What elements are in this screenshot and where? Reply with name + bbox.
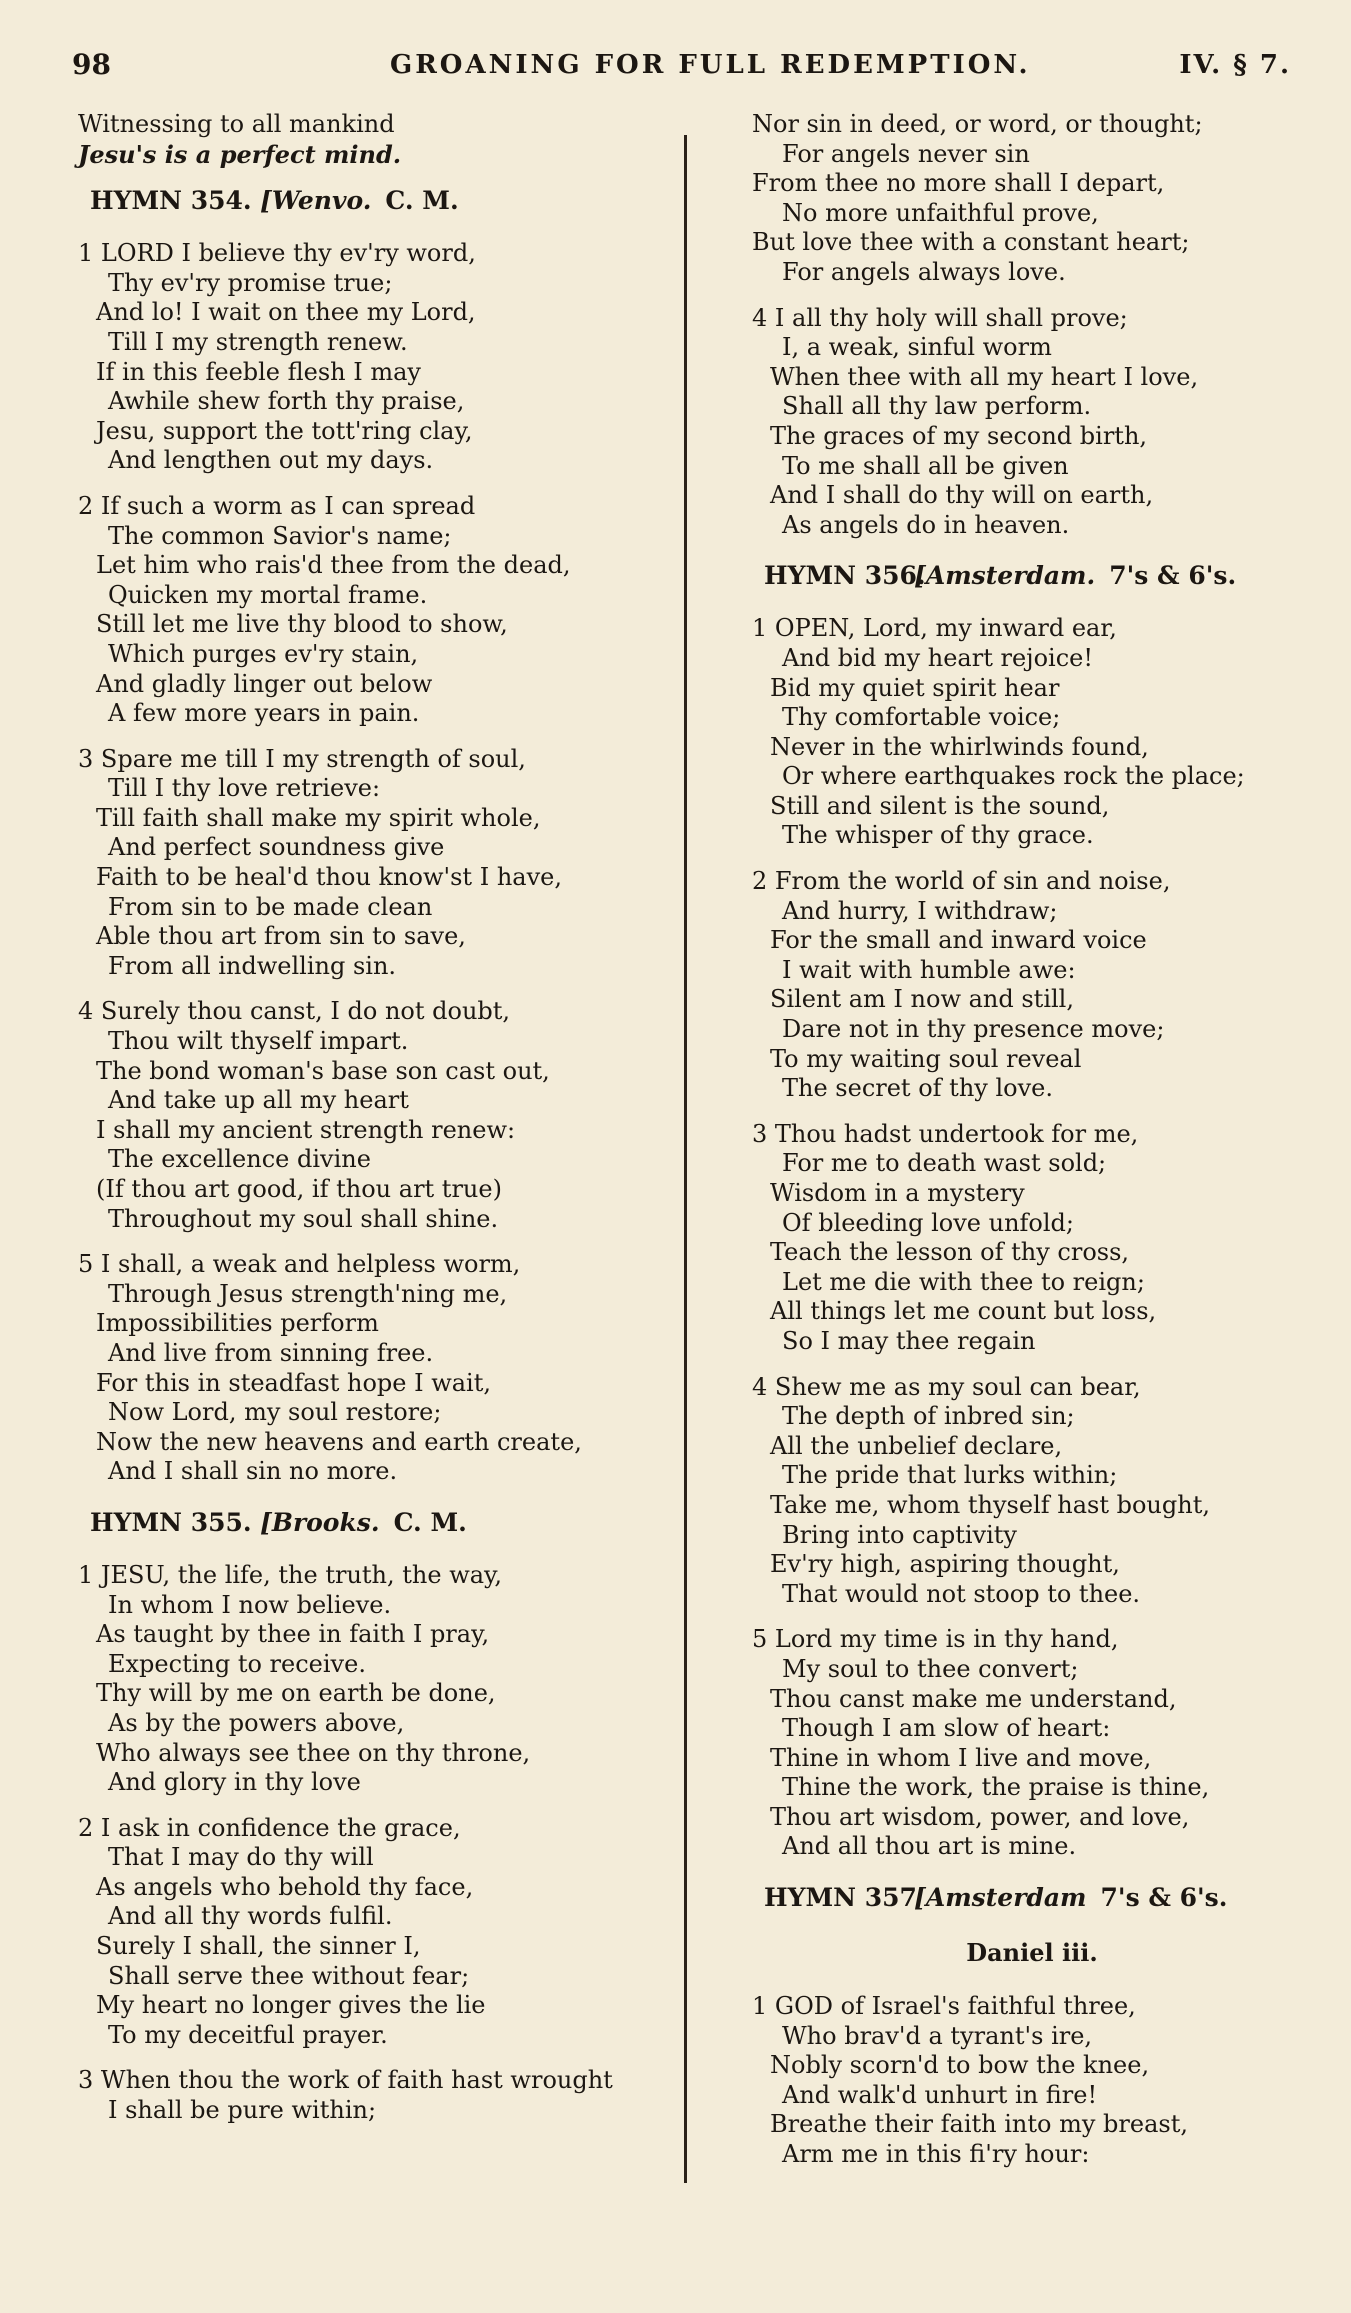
verse-line: 5 I shall, a weak and helpless worm,: [78, 1250, 521, 1279]
running-head: [0, 40, 1351, 80]
verse-line: And glory in thy love: [108, 1768, 361, 1797]
verse-line: But love thee with a constant heart;: [752, 228, 1190, 257]
hymn-356-stanza-5: [752, 1625, 1312, 1862]
verse-line: Wisdom in a mystery: [770, 1179, 1025, 1207]
verse-line: Now the new heavens and earth create,: [96, 1427, 582, 1456]
hymn-354-stanza-5: [78, 1250, 678, 1487]
verse-line: That I may do thy will: [108, 1843, 374, 1872]
verse-line: Ev'ry high, aspiring thought,: [770, 1550, 1120, 1579]
verse-line: Nor sin in deed, or word, or thought;: [752, 110, 1203, 138]
carryover-stanza: [752, 110, 1312, 288]
verse-line: And I shall do thy will on earth,: [770, 481, 1154, 510]
verse-line: Bring into captivity: [782, 1520, 1017, 1549]
hymn-354-stanza-1: [78, 239, 678, 476]
verse-line: Till I my strength renew.: [108, 327, 408, 356]
verse-line: Jesu, support the tott'ring clay,: [96, 416, 473, 445]
scripture-reference: Daniel iii.: [966, 1938, 1098, 1968]
verse-line: Which purges ev'ry stain,: [108, 639, 419, 668]
hymn-meter: 7's & 6's.: [1109, 561, 1237, 591]
verse-line: 1 GOD of Israel's faithful three,: [752, 1992, 1136, 2021]
verse-line: In whom I now believe.: [108, 1590, 392, 1619]
verse-line: 1 JESU, the life, the truth, the way,: [78, 1560, 503, 1589]
verse-line: From all indwelling sin.: [108, 951, 397, 980]
verse-line: Throughout my soul shall shine.: [108, 1204, 499, 1233]
verse-line: 4 Shew me as my soul can bear,: [752, 1372, 1141, 1401]
hymn-355-heading: [78, 1503, 678, 1543]
verse-line: And take up all my heart: [108, 1086, 409, 1115]
verse-line: 1 LORD I believe thy ev'ry word,: [78, 239, 476, 268]
verse-line: Arm me in this fi'ry hour:: [782, 2140, 1090, 2169]
verse-line: And perfect soundness give: [108, 833, 445, 862]
verse-line: A few more years in pain.: [108, 699, 420, 728]
verse-line: Till I thy love retrieve:: [108, 774, 381, 803]
hymn-354-stanza-3: [78, 745, 678, 982]
verse-line: Let him who rais'd thee from the dead,: [96, 551, 571, 580]
verse-line: Never in the whirlwinds found,: [770, 732, 1149, 761]
verse-line: Still and silent is the sound,: [770, 791, 1110, 820]
carryover-line: Witnessing to all mankind: [78, 110, 395, 138]
hymn-number: HYMN 355.: [90, 1507, 252, 1537]
verse-line: Thine in whom I live and move,: [770, 1743, 1152, 1772]
carryover-stanza-4: [752, 304, 1312, 541]
verse-line: Able thou art from sin to save,: [96, 922, 466, 951]
verse-line: Shall serve thee without fear;: [108, 1961, 470, 1990]
verse-line: My heart no longer gives the lie: [96, 1991, 486, 2020]
verse-line: For angels always love.: [782, 257, 1066, 286]
verse-line: The secret of thy love.: [782, 1074, 1053, 1103]
verse-line: Expecting to receive.: [108, 1649, 366, 1678]
hymn-355-stanza-1: [78, 1561, 678, 1798]
verse-line: And all thy words fulfil.: [108, 1902, 393, 1931]
verse-line: 3 Thou hadst undertook for me,: [752, 1119, 1139, 1148]
verse-line: Awhile shew forth thy praise,: [108, 387, 465, 416]
verse-line: Thou wilt thyself impart.: [108, 1027, 409, 1056]
verse-line: Thou art wisdom, power, and love,: [770, 1802, 1190, 1831]
left-column: [78, 110, 678, 2142]
verse-line: 3 When thou the work of faith hast wrought: [78, 2066, 613, 2095]
hymn-356-stanza-1: [752, 614, 1312, 851]
verse-line: 1 OPEN, Lord, my inward ear,: [752, 614, 1117, 643]
verse-line: As angels who behold thy face,: [96, 1872, 474, 1901]
verse-line: 2 I ask in confidence the grace,: [78, 1813, 461, 1842]
verse-line: My soul to thee convert;: [782, 1654, 1079, 1683]
hymn-tune: [Wenvo.: [260, 186, 372, 216]
hymn-354-stanza-4: [78, 997, 678, 1234]
hymn-356-stanza-3: [752, 1120, 1312, 1357]
hymn-number: HYMN 357: [764, 1883, 917, 1913]
verse-line: 2 If such a worm as I can spread: [78, 491, 476, 520]
verse-line: 5 Lord my time is in thy hand,: [752, 1625, 1119, 1654]
verse-line: (If thou art good, if thou art true): [96, 1175, 502, 1203]
verse-line: So I may thee regain: [782, 1326, 1036, 1355]
verse-line: As angels do in heaven.: [782, 510, 1070, 539]
hymn-tune: [Amsterdam.: [914, 561, 1096, 591]
verse-line: For the small and inward voice: [770, 926, 1147, 955]
verse-line: Thou canst make me understand,: [770, 1684, 1177, 1713]
verse-line: Thine the work, the praise is thine,: [782, 1773, 1210, 1802]
verse-line: Teach the lesson of thy cross,: [770, 1238, 1130, 1267]
verse-line: And gladly linger out below: [96, 669, 433, 698]
verse-line: For angels never sin: [782, 139, 1030, 168]
verse-line: Nobly scorn'd to bow the knee,: [770, 2051, 1150, 2080]
right-column: [752, 110, 1312, 2186]
verse-line: And walk'd unhurt in fire!: [782, 2080, 1098, 2109]
hymn-tune: [Brooks.: [260, 1507, 380, 1537]
verse-line: Though I am slow of heart:: [782, 1714, 1111, 1743]
verse-line: No more unfaithful prove,: [782, 198, 1099, 227]
verse-line: And all thou art is mine.: [782, 1832, 1077, 1861]
verse-line: Bid my quiet spirit hear: [770, 673, 1060, 702]
verse-line: Faith to be heal'd thou know'st I have,: [96, 863, 562, 892]
verse-line: As by the powers above,: [108, 1708, 405, 1737]
hymn-357-stanza-1: [752, 1992, 1312, 2170]
verse-line: And I shall sin no more.: [108, 1457, 398, 1486]
verse-line: That would not stoop to thee.: [782, 1579, 1141, 1608]
verse-line: Now Lord, my soul restore;: [108, 1398, 442, 1427]
verse-line: 3 Spare me till I my strength of soul,: [78, 744, 526, 773]
verse-line: Or where earthquakes rock the place;: [782, 762, 1245, 791]
verse-line: I shall my ancient strength renew:: [96, 1115, 516, 1144]
hymn-number: HYMN 354.: [90, 186, 252, 216]
verse-line: And live from sinning free.: [108, 1338, 434, 1367]
verse-line: To my waiting soul reveal: [770, 1044, 1082, 1073]
verse-line: Who brav'd a tyrant's ire,: [782, 2021, 1093, 2050]
hymn-355-stanza-3: [78, 2066, 678, 2125]
verse-line: The common Savior's name;: [108, 521, 452, 550]
hymn-number: HYMN 356.: [764, 561, 926, 591]
verse-line: Breathe their faith into my breast,: [770, 2110, 1188, 2139]
verse-line: Surely I shall, the sinner I,: [96, 1932, 421, 1961]
verse-line: Still let me live thy blood to show,: [96, 610, 508, 639]
verse-line: Impossibilities perform: [96, 1309, 379, 1338]
verse-line: As taught by thee in faith I pray,: [96, 1620, 490, 1649]
hymn-356-stanza-2: [752, 867, 1312, 1104]
hymn-357-heading: [752, 1878, 1312, 1918]
verse-line: From sin to be made clean: [108, 892, 433, 921]
hymn-355-stanza-2: [78, 1814, 678, 2051]
hymn-354-heading: [78, 181, 678, 221]
verse-line: When thee with all my heart I love,: [770, 362, 1199, 391]
verse-line: The whisper of thy grace.: [782, 821, 1094, 850]
verse-line: For me to death wast sold;: [782, 1149, 1107, 1178]
column-divider: [684, 135, 687, 2183]
verse-line: I shall be pure within;: [108, 2096, 377, 2125]
hymn-356-heading: [752, 556, 1312, 596]
verse-line: I, a weak, sinful worm: [782, 333, 1052, 362]
hymn-meter: 7's & 6's.: [1100, 1883, 1228, 1913]
verse-line: And lo! I wait on thee my Lord,: [96, 298, 476, 327]
verse-line: If in this feeble flesh I may: [96, 357, 421, 386]
verse-line: 4 Surely thou canst, I do not doubt,: [78, 997, 511, 1026]
verse-line: Thy comfortable voice;: [782, 703, 1061, 732]
verse-line: Take me, whom thyself hast bought,: [770, 1490, 1210, 1519]
verse-line: All things let me count but loss,: [770, 1297, 1157, 1326]
page-number: 98: [72, 48, 111, 81]
verse-line: The graces of my second birth,: [770, 421, 1148, 450]
verse-line: Let me die with thee to reign;: [782, 1267, 1145, 1296]
verse-line: For this in steadfast hope I wait,: [96, 1368, 492, 1397]
verse-line: Thy ev'ry promise true;: [108, 268, 393, 297]
verse-line: I wait with humble awe:: [782, 955, 1076, 984]
verse-line: The excellence divine: [108, 1145, 371, 1174]
verse-line: Through Jesus strength'ning me,: [108, 1279, 508, 1308]
hymn-354-stanza-2: [78, 492, 678, 729]
verse-line: And hurry, I withdraw;: [782, 896, 1058, 925]
verse-line: 4 I all thy holy will shall prove;: [752, 303, 1128, 332]
verse-line: 2 From the world of sin and noise,: [752, 867, 1171, 896]
verse-line: Dare not in thy presence move;: [782, 1015, 1165, 1044]
verse-line: From thee no more shall I depart,: [752, 169, 1165, 198]
verse-line: Shall all thy law perform.: [782, 392, 1092, 421]
verse-line: All the unbelief declare,: [770, 1431, 1063, 1460]
verse-line: To me shall all be given: [782, 451, 1069, 480]
hymn-meter: C. M.: [393, 1507, 467, 1537]
verse-line: The depth of inbred sin;: [782, 1402, 1075, 1431]
verse-line: Thy will by me on earth be done,: [96, 1679, 496, 1708]
hymn-356-stanza-4: [752, 1373, 1312, 1610]
hymn-tune: [Amsterdam: [914, 1883, 1087, 1913]
verse-line: And bid my heart rejoice!: [782, 643, 1094, 672]
verse-line: The pride that lurks within;: [782, 1461, 1118, 1490]
hymn-meter: C. M.: [385, 186, 459, 216]
verse-line: Silent am I now and still,: [770, 985, 1074, 1014]
verse-line: To my deceitful prayer.: [108, 2020, 388, 2049]
verse-line: Quicken my mortal frame.: [108, 580, 428, 609]
verse-line: And lengthen out my days.: [108, 446, 434, 475]
verse-line: The bond woman's base son cast out,: [96, 1056, 550, 1085]
verse-line: Of bleeding love unfold;: [782, 1208, 1075, 1237]
carryover-line: Jesu's is a perfect mind.: [78, 139, 402, 169]
verse-line: Who always see thee on thy throne,: [96, 1738, 531, 1767]
running-title: GROANING FOR FULL REDEMPTION.: [390, 50, 1031, 80]
verse-line: Till faith shall make my spirit whole,: [96, 803, 541, 832]
section-reference: IV. § 7.: [1179, 50, 1291, 80]
